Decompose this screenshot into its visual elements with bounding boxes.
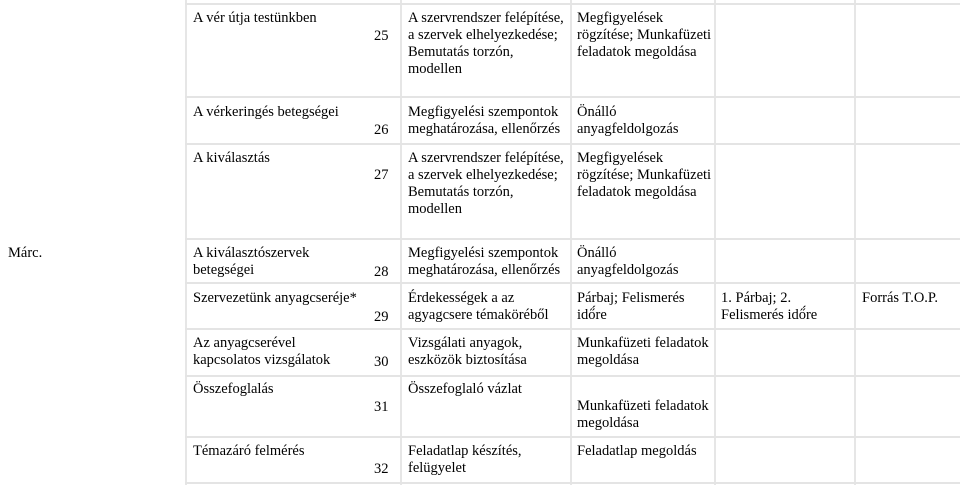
source-cell: Forrás T.O.P.	[862, 290, 938, 306]
lesson-number: 26	[374, 122, 389, 138]
activity-cell: Munkafüzeti feladatok megoldása	[577, 335, 709, 368]
activity-cell: Párbaj; Felismerés idő́re	[577, 290, 685, 323]
activity-cell: Megfigyelések rögzítése; Munkafüzeti feladatok megoldása	[577, 10, 712, 60]
row-separator	[185, 328, 960, 330]
row-separator	[185, 238, 960, 240]
lesson-number: 28	[374, 264, 389, 280]
lesson-number: 30	[374, 354, 389, 370]
topic-cell: Szervezetünk anyagcseréje*	[193, 290, 357, 306]
content-cell: Megfigyelési szempontok meghatározása, ellenőrzés	[408, 245, 561, 278]
topic-cell: Az anyagcserével kapcsolatos vizsgálatok	[193, 335, 331, 368]
content-cell: Érdekességek a az agyagcsere témaköréből	[408, 290, 549, 323]
row-separator	[185, 375, 960, 377]
topic-cell: A kiválasztás	[193, 150, 270, 166]
row-separator	[185, 3, 960, 5]
lesson-number: 32	[374, 461, 389, 477]
row-separator	[185, 282, 960, 284]
topic-cell: A vér útja testünkben	[193, 10, 317, 26]
lesson-number: 27	[374, 167, 389, 183]
lesson-number: 25	[374, 28, 389, 44]
column-border	[400, 0, 402, 485]
row-separator	[185, 143, 960, 145]
exercise-cell: 1. Párbaj; 2. Felismerés idő́re	[721, 290, 818, 323]
column-border	[185, 0, 187, 485]
content-cell: Összefoglaló vázlat	[408, 381, 522, 397]
lesson-number: 31	[374, 399, 389, 415]
content-cell: Vizsgálati anyagok, eszközök biztosítása	[408, 335, 527, 368]
activity-cell: Önálló anyagfeldolgozás	[577, 104, 679, 137]
row-separator	[185, 482, 960, 484]
activity-cell: Önálló anyagfeldolgozás	[577, 245, 679, 278]
topic-cell: A vérkeringés betegségei	[193, 104, 339, 120]
content-cell: A szervrendszer felépítése, a szervek elhelyezkedése; Bemutatás torzón, modellen	[408, 150, 564, 217]
topic-cell: Összefoglalás	[193, 381, 274, 397]
column-border	[854, 0, 856, 485]
month-label: Márc.	[8, 245, 43, 261]
row-separator	[185, 436, 960, 438]
content-cell: A szervrendszer felépítése, a szervek elhelyezkedése; Bemutatás torzón, modellen	[408, 10, 564, 77]
content-cell: Feladatlap készítés, felügyelet	[408, 443, 522, 476]
activity-cell: Feladatlap megoldás	[577, 443, 697, 459]
column-border	[570, 0, 572, 485]
lesson-number: 29	[374, 309, 389, 325]
content-cell: Megfigyelési szempontok meghatározása, ellenőrzés	[408, 104, 561, 137]
activity-cell: Munkafüzeti feladatok megoldása	[577, 398, 709, 431]
activity-cell: Megfigyelések rögzítése; Munkafüzeti feladatok megoldása	[577, 150, 712, 200]
topic-cell: A kiválasztószervek betegségei	[193, 245, 310, 278]
row-separator	[185, 96, 960, 98]
topic-cell: Témazáró felmérés	[193, 443, 305, 459]
